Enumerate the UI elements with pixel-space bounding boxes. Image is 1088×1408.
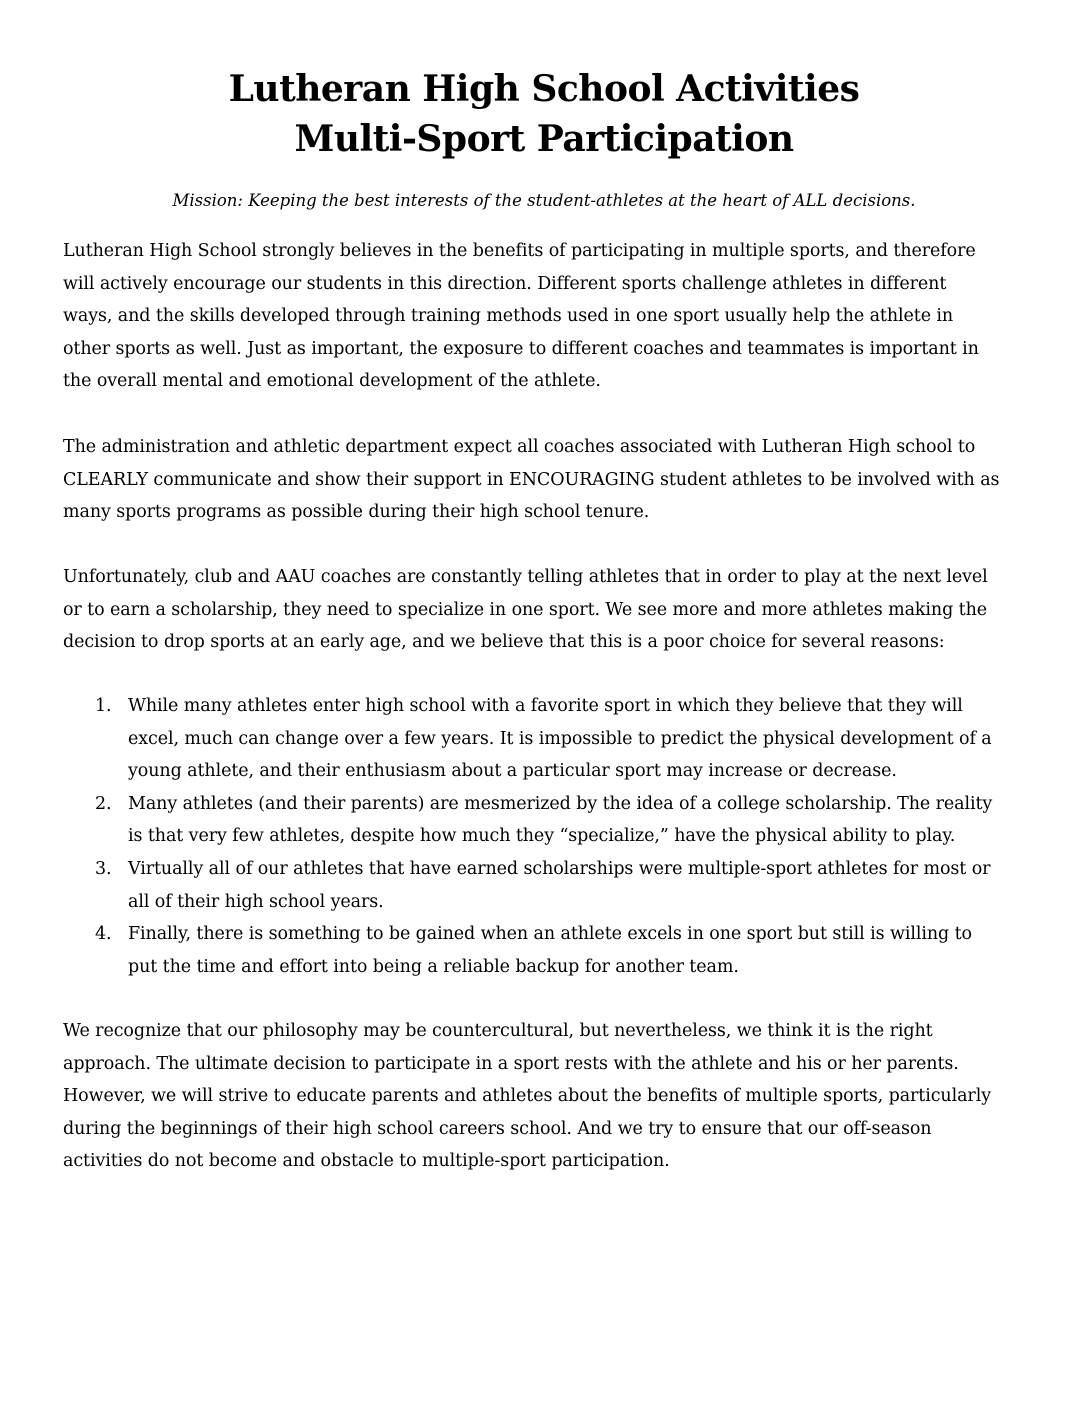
intro-paragraph: [63, 235, 1028, 398]
philosophy-paragraph: [63, 1015, 1028, 1178]
reasons-list: [63, 690, 1028, 983]
list-number: 2.: [95, 793, 112, 814]
list-item: [63, 918, 1028, 983]
document-title: [0, 64, 1088, 164]
mission-statement: Mission: Keeping the best interests of the student-athletes at the heart of ALL decisions.: [172, 191, 916, 210]
paragraph-line: or to earn a scholarship, they need to specialize in one sport. We see more and more athletes making the: [63, 599, 988, 620]
paragraph-line: Unfortunately, club and AAU coaches are constantly telling athletes that in order to play at the next level: [63, 567, 988, 587]
paragraph-line: The administration and athletic department expect all coaches associated with Lutheran High school to: [63, 437, 976, 457]
paragraph-line: other sports as well. Just as important, the exposure to different coaches and teammates is important in: [63, 338, 979, 359]
list-line: Finally, there is something to be gained when an athlete excels in one sport but still is willing to: [128, 924, 972, 945]
list-number: 4.: [95, 924, 112, 945]
list-line: put the time and effort into being a reliable backup for another team.: [128, 956, 739, 977]
paragraph-line: decision to drop sports at an early age, and we believe that this is a poor choice for several reasons:: [63, 632, 945, 653]
coaches-paragraph: [63, 431, 1028, 529]
list-line: all of their high school years.: [128, 891, 384, 912]
list-item: [63, 853, 1028, 918]
paragraph-line: approach. The ultimate decision to participate in a sport rests with the athlete and his or her parents.: [63, 1053, 959, 1074]
specialization-paragraph: [63, 561, 1028, 659]
paragraph-line: activities do not become and obstacle to multiple-sport participation.: [63, 1151, 670, 1172]
paragraph-line: during the beginnings of their high school careers school. And we try to ensure that our off-season: [63, 1118, 932, 1139]
paragraph-line: CLEARLY communicate and show their support in ENCOURAGING student athletes to be involved with as: [63, 469, 1000, 490]
list-line: young athlete, and their enthusiasm about a particular sport may increase or decrease.: [128, 761, 897, 782]
paragraph-line: the overall mental and emotional development of the athlete.: [63, 371, 601, 392]
paragraph-line: We recognize that our philosophy may be countercultural, but nevertheless, we think it is the right: [63, 1021, 933, 1041]
list-line: Many athletes (and their parents) are mesmerized by the idea of a college scholarship. The reality: [128, 793, 993, 814]
list-line: Virtually all of our athletes that have earned scholarships were multiple-sport athletes for most or: [128, 858, 991, 879]
list-item: [63, 788, 1028, 853]
list-line: While many athletes enter high school with a favorite sport in which they believe that they will: [128, 696, 963, 716]
paragraph-line: Lutheran High School strongly believes in the benefits of participating in multiple sports, and therefore: [63, 241, 976, 261]
title-line-1: Lutheran High School Activities: [228, 68, 860, 110]
paragraph-line: ways, and the skills developed through training methods used in one sport usually help the athlete in: [63, 306, 954, 327]
title-line-2: Multi-Sport Participation: [294, 118, 794, 160]
paragraph-line: However, we will strive to educate parents and athletes about the benefits of multiple sports, particularly: [63, 1086, 991, 1107]
list-line: excel, much can change over a few years. It is impossible to predict the physical development of a: [128, 728, 992, 749]
paragraph-line: will actively encourage our students in this direction. Different sports challenge athletes in different: [63, 273, 947, 294]
list-item: [63, 690, 1028, 788]
list-number: 1.: [95, 696, 112, 716]
paragraph-line: many sports programs as possible during their high school tenure.: [63, 502, 650, 523]
list-number: 3.: [95, 858, 112, 879]
list-line: is that very few athletes, despite how much they “specialize,” have the physical ability to play.: [128, 826, 956, 847]
